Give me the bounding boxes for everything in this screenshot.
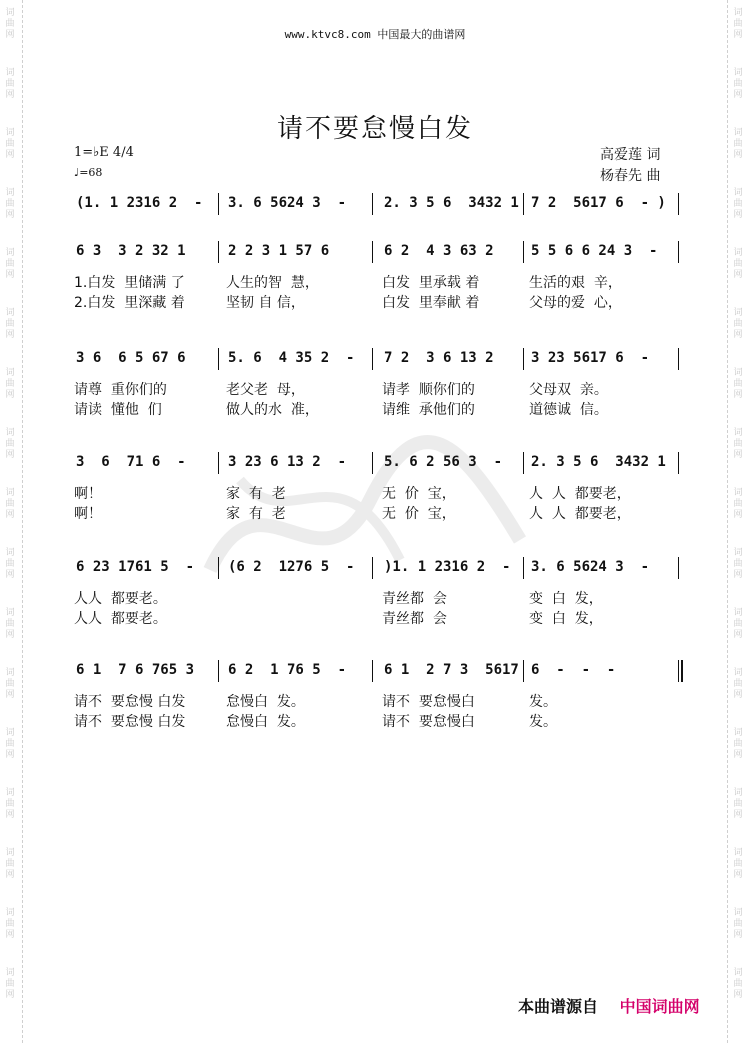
- bar-line: [372, 193, 373, 215]
- lyric-segment: 父母的爱 心，: [529, 295, 622, 311]
- lyric-line: [68, 712, 683, 732]
- lyric-segment: 请不 要怠慢 白发: [74, 694, 186, 710]
- measure-notes: 3. 6 5624 3 -: [531, 559, 650, 575]
- measure-notes: 3 23 5617 6 -: [531, 350, 650, 366]
- measure-notes: 6 2 1 76 5 -: [228, 662, 347, 678]
- lyric-segment: 发。: [529, 714, 557, 730]
- song-title: 请不要怠慢白发: [276, 114, 473, 144]
- lyric-segment: 白发 里承载 着: [382, 275, 480, 291]
- bar-line: [523, 241, 524, 263]
- lyric-line: [68, 273, 683, 293]
- lyric-segment: 人 人 都要老，: [529, 506, 631, 522]
- sidebar-watermark-text: 词 曲 网: [733, 968, 743, 1000]
- sidebar-watermark-text: 词 曲 网: [5, 248, 15, 280]
- sidebar-watermark-text: 词 曲 网: [733, 908, 743, 940]
- score-system: [68, 557, 683, 629]
- tempo-marking: ♩=68: [74, 166, 103, 179]
- lyric-segment: 白发 里奉献 着: [382, 295, 480, 311]
- bar-line: [523, 557, 524, 579]
- lyric-segment: 啊！: [74, 486, 102, 502]
- sidebar-watermark-text: 词 曲 网: [5, 548, 15, 580]
- measure-notes: 6 23 1761 5 -: [76, 559, 195, 575]
- lyric-segment: 青丝都 会: [382, 591, 447, 607]
- measure-notes: 7 2 5617 6 - ): [531, 195, 666, 211]
- notation-row: [68, 193, 683, 213]
- lyric-segment: 怠慢白 发。: [226, 714, 305, 730]
- lyric-segment: 人 人 都要老，: [529, 486, 631, 502]
- lyric-line: [68, 380, 683, 400]
- lyric-segment: 2.白发 里深藏 着: [74, 295, 185, 311]
- lyric-segment: 老父老 母，: [226, 382, 305, 398]
- lyric-segment: 无 价 宝，: [382, 506, 456, 522]
- measure-notes: 6 1 2 7 3 5617: [384, 662, 519, 678]
- sidebar-watermark-text: 词 曲 网: [5, 848, 15, 880]
- measure-notes: 7 2 3 6 13 2: [384, 350, 494, 366]
- sidebar-watermark-text: 词 曲 网: [733, 128, 743, 160]
- bar-line: [678, 348, 679, 370]
- sidebar-watermark-text: 词 曲 网: [733, 8, 743, 40]
- sidebar-watermark-text: 词 曲 网: [5, 908, 15, 940]
- bar-line: [678, 452, 679, 474]
- sidebar-watermark-text: 词 曲 网: [733, 248, 743, 280]
- bar-line: [218, 660, 219, 682]
- bar-line: [523, 193, 524, 215]
- sidebar-watermark-text: 词 曲 网: [733, 308, 743, 340]
- bar-line: [372, 452, 373, 474]
- bar-line: [678, 557, 679, 579]
- lyric-segment: 人人 都要老。: [74, 591, 167, 607]
- bar-line: [218, 452, 219, 474]
- lyricist: 高爱莲 词: [600, 147, 661, 163]
- sidebar-watermark-text: 词 曲 网: [733, 428, 743, 460]
- sidebar-watermark-text: 词 曲 网: [5, 8, 15, 40]
- composer: 杨春先 曲: [600, 168, 661, 184]
- lyric-segment: 父母双 亲。: [529, 382, 608, 398]
- measure-notes: 3. 6 5624 3 -: [228, 195, 347, 211]
- sidebar-watermark-text: 词 曲 网: [5, 368, 15, 400]
- sidebar-watermark-text: 词 曲 网: [5, 188, 15, 220]
- measure-notes: 2 2 3 1 57 6: [228, 243, 330, 259]
- sidebar-watermark-text: 词 曲 网: [733, 548, 743, 580]
- lyric-segment: 请不 要怠慢白: [382, 714, 475, 730]
- lyric-segment: 1.白发 里储满 了: [74, 275, 185, 291]
- notation-row: [68, 452, 683, 472]
- lyric-line: [68, 484, 683, 504]
- lyric-segment: 发。: [529, 694, 557, 710]
- sidebar-watermark-text: 词 曲 网: [733, 668, 743, 700]
- lyric-segment: 请不 要怠慢 白发: [74, 714, 186, 730]
- sidebar-watermark-text: 词 曲 网: [5, 428, 15, 460]
- lyric-segment: 请尊 重你们的: [74, 382, 167, 398]
- right-watermark-strip: [727, 0, 750, 1043]
- sidebar-watermark-text: 词 曲 网: [5, 488, 15, 520]
- footer: [518, 994, 700, 1017]
- lyric-segment: 做人的水 准，: [226, 402, 319, 418]
- measure-notes: 2. 3 5 6 3432 1: [384, 195, 519, 211]
- sidebar-watermark-text: 词 曲 网: [733, 488, 743, 520]
- key-signature: 1=♭E 4/4: [74, 145, 134, 160]
- sidebar-watermark-text: 词 曲 网: [733, 368, 743, 400]
- lyric-segment: 无 价 宝，: [382, 486, 456, 502]
- score-system: [68, 241, 683, 313]
- score-system: [68, 452, 683, 524]
- sidebar-watermark-text: 词 曲 网: [733, 788, 743, 820]
- measure-notes: 6 2 4 3 63 2: [384, 243, 494, 259]
- bar-line: [523, 452, 524, 474]
- lyric-segment: 家 有 老: [226, 486, 286, 502]
- lyric-segment: 请维 承他们的: [382, 402, 475, 418]
- measure-notes: (6 2 1276 5 -: [228, 559, 355, 575]
- measure-notes: 5 5 6 6 24 3 -: [531, 243, 658, 259]
- score-system: [68, 660, 683, 732]
- left-watermark-strip: [0, 0, 23, 1043]
- lyric-segment: 道德诚 信。: [529, 402, 608, 418]
- lyric-line: [68, 293, 683, 313]
- lyric-line: [68, 609, 683, 629]
- sidebar-watermark-text: 词 曲 网: [5, 968, 15, 1000]
- credits: [600, 145, 660, 187]
- site-header: www.ktvc8.com 中国最大的曲谱网: [284, 28, 466, 41]
- sidebar-watermark-text: 词 曲 网: [733, 848, 743, 880]
- lyric-segment: 变 白 发，: [529, 611, 603, 627]
- measure-notes: )1. 1 2316 2 -: [384, 559, 511, 575]
- bar-line: [218, 193, 219, 215]
- lyric-line: [68, 504, 683, 524]
- source-label: 本曲谱源自: [518, 997, 599, 1016]
- bar-line: [218, 241, 219, 263]
- lyric-segment: 请读 懂他 们: [74, 402, 162, 418]
- sidebar-watermark-text: 词 曲 网: [5, 308, 15, 340]
- sidebar-watermark-text: 词 曲 网: [733, 608, 743, 640]
- lyric-segment: 怠慢白 发。: [226, 694, 305, 710]
- measure-notes: 3 6 71 6 -: [76, 454, 186, 470]
- lyric-segment: 生活的艰 辛，: [529, 275, 622, 291]
- score-system: [68, 193, 683, 213]
- lyric-segment: 青丝都 会: [382, 611, 447, 627]
- lyric-segment: 坚韧 自 信，: [226, 295, 305, 311]
- bar-line: [372, 241, 373, 263]
- sidebar-watermark-text: 词 曲 网: [5, 788, 15, 820]
- notation-row: [68, 348, 683, 368]
- bar-line: [218, 348, 219, 370]
- measure-notes: 5. 6 2 56 3 -: [384, 454, 503, 470]
- lyric-line: [68, 692, 683, 712]
- lyric-segment: 请孝 顺你们的: [382, 382, 475, 398]
- lyric-line: [68, 400, 683, 420]
- lyric-segment: 变 白 发，: [529, 591, 603, 607]
- measure-notes: 3 6 6 5 67 6: [76, 350, 186, 366]
- sidebar-watermark-text: 词 曲 网: [5, 668, 15, 700]
- lyric-segment: 家 有 老: [226, 506, 286, 522]
- score-system: [68, 348, 683, 420]
- notation-row: [68, 241, 683, 261]
- measure-notes: 2. 3 5 6 3432 1: [531, 454, 666, 470]
- sidebar-watermark-text: 词 曲 网: [733, 188, 743, 220]
- lyric-segment: 人人 都要老。: [74, 611, 167, 627]
- measure-notes: 3 23 6 13 2 -: [228, 454, 347, 470]
- lyric-line: [68, 589, 683, 609]
- sidebar-watermark-text: 词 曲 网: [5, 728, 15, 760]
- bar-line: [372, 660, 373, 682]
- final-bar-line: [678, 660, 683, 682]
- measure-notes: 6 - - -: [531, 662, 616, 678]
- sidebar-watermark-text: 词 曲 网: [733, 68, 743, 100]
- bar-line: [678, 241, 679, 263]
- sidebar-watermark-text: 词 曲 网: [5, 608, 15, 640]
- sidebar-watermark-text: 词 曲 网: [733, 728, 743, 760]
- lyric-segment: 啊！: [74, 506, 102, 522]
- bar-line: [372, 557, 373, 579]
- bar-line: [523, 348, 524, 370]
- brand-link[interactable]: 中国词曲网: [619, 997, 700, 1016]
- bar-line: [218, 557, 219, 579]
- bar-line: [372, 348, 373, 370]
- measure-notes: 6 1 7 6 765 3: [76, 662, 195, 678]
- lyric-segment: 请不 要怠慢白: [382, 694, 475, 710]
- measure-notes: 6 3 3 2 32 1: [76, 243, 186, 259]
- notation-row: [68, 557, 683, 577]
- sidebar-watermark-text: 词 曲 网: [5, 128, 15, 160]
- lyric-segment: 人生的智 慧，: [226, 275, 319, 291]
- notation-row: [68, 660, 683, 680]
- measure-notes: (1. 1 2316 2 -: [76, 195, 203, 211]
- bar-line: [523, 660, 524, 682]
- sidebar-watermark-text: 词 曲 网: [5, 68, 15, 100]
- bar-line: [678, 193, 679, 215]
- measure-notes: 5. 6 4 35 2 -: [228, 350, 355, 366]
